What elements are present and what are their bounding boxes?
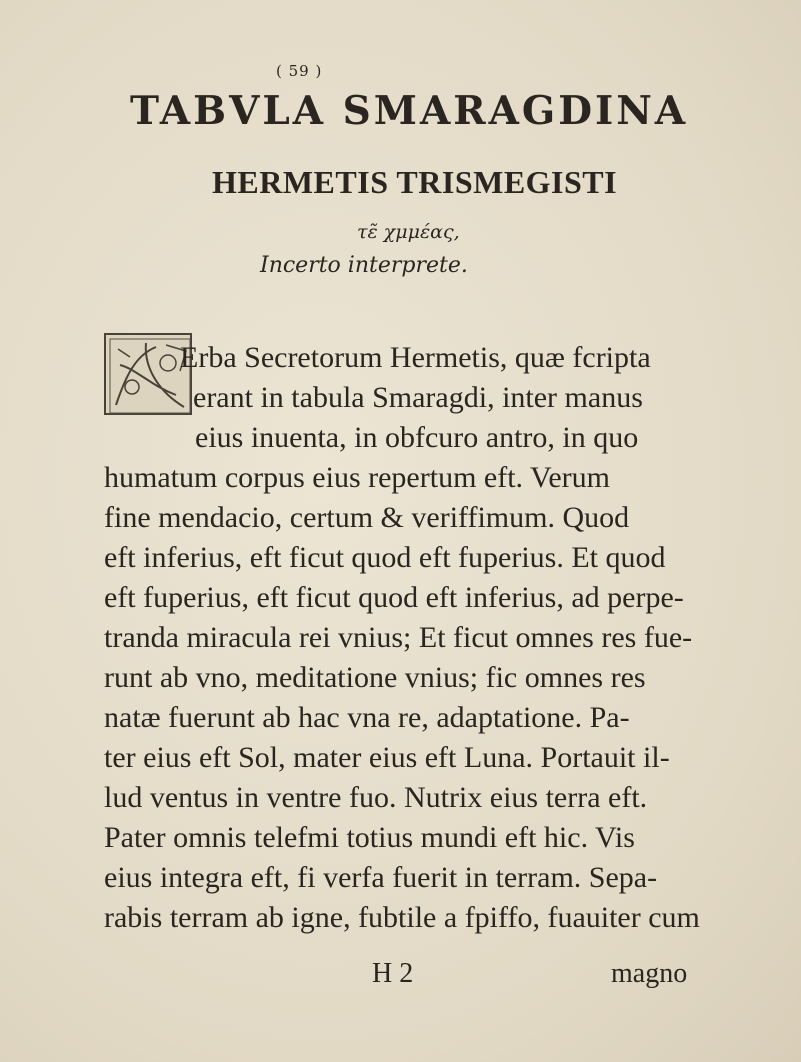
catchword: magno: [611, 958, 688, 989]
body-line: eft inferius, eft ficut quod eft fuperius. Et quod: [104, 541, 666, 574]
body-line: natæ fuerunt ab hac vna re, adaptatione. Pa-: [104, 701, 630, 734]
body-line: Pater omnis telefmi totius mundi eft hic. Vis: [104, 821, 635, 854]
signature-mark: H 2: [372, 958, 414, 989]
page-title: TABVLA SMARAGDINA: [130, 88, 689, 134]
interpreter-line: Incerto interprete.: [260, 253, 468, 278]
body-line: humatum corpus eius repertum eft. Verum: [104, 461, 610, 494]
body-line: eius inuenta, in obfcuro antro, in quo: [195, 421, 639, 454]
body-line: fine mendacio, certum & veriffimum. Quod: [104, 501, 630, 534]
body-line: lud ventus in ventre fuo. Nutrix eius terra eft.: [104, 781, 648, 814]
body-line: tranda miracula rei vnius; Et ficut omnes res fue-: [104, 621, 693, 654]
body-line: ter eius eft Sol, mater eius eft Luna. Portauit il-: [104, 741, 670, 774]
page-number: ( 59 ): [276, 62, 323, 80]
page-subtitle: HERMETIS TRISMEGISTI: [212, 164, 618, 200]
body-line: runt ab vno, meditatione vnius; fic omnes res: [104, 661, 646, 694]
decorated-initial: [104, 333, 192, 415]
body-line: rabis terram ab igne, fubtile a fpiffo, fuauiter cum: [104, 901, 700, 934]
greek-phrase: τε̃ χμμέας,: [357, 221, 460, 243]
body-line: eius integra eft, fi verfa fuerit in terram. Sepa-: [104, 861, 658, 894]
body-line: erant in tabula Smaragdi, inter manus: [193, 381, 643, 414]
body-line: eft fuperius, eft ficut quod eft inferius, ad perpe-: [104, 581, 684, 614]
body-line: Erba Secretorum Hermetis, quæ fcripta: [180, 341, 651, 374]
